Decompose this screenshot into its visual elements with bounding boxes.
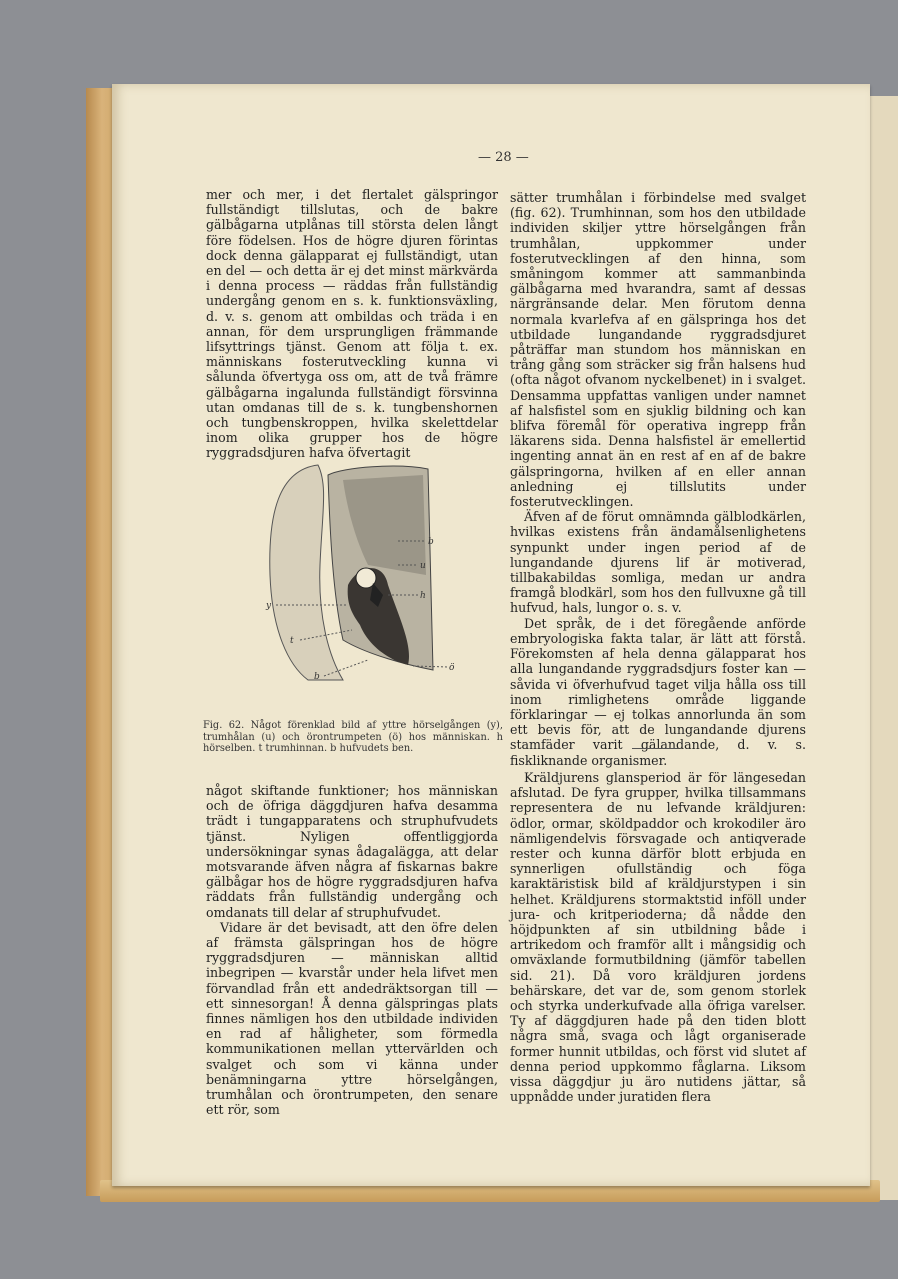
right-column-top xyxy=(510,190,806,768)
right-paragraph-4: Kräldjurens glansperiod är för längesedan afslutad. De fyra grupper, hvilka tillsammans representera de nu lefvande kräldjuren: ödlor, ormar, sköldpaddor och krokodiler äro nämligendelvis försvagade och antiqverade rester och kunna därför blott erbjuda en synnerligen ofullständig och föga karaktäristisk bild af kräldjurstypen i sin helhet. Kräldjurens stormaktstid inföll under jura- och kritperioderna; då nådde den höjdpunkten af sin utbildning både i artrikedom och framför allt i mångsidig och omväxlande formutbildning (jämför tabellen sid. 21). Då voro kräldjuren jordens behärskare, det var de, som genom storlek och styrka underkufvade alla öfriga varelser. Ty af däggdjuren hade på den tiden blott några små, svaga och lågt organiserade former hunnit utbildas, och först vid slutet af denna period uppkommo fåglarna. Liksom vissa däggdjur ju äro nutidens jättar, så uppnådde under juratiden flera xyxy=(510,770,806,1105)
label-u: u xyxy=(420,561,426,571)
left-paragraph-1: mer och mer, i det flertalet gälspringor fullständigt tillslutas, och de bakre gälbågarna utplånas till största delen långt före födelsen. Hos de högre djuren förintas dock denna gälapparat ej fullständigt, utan en del — och detta är ej det minst märkvärda i denna process — räddas från fullständig undergång genom en s. k. funktionsväxling, d. v. s. genom att ombildas och träda i en annan, för dem ursprungligen främmande lifsyttrings tjänst. Genom att följa t. ex. människans fosterutveckling kunna vi sålunda öfvertyga oss om, att de två främre gälbågarna ingalunda fullständigt försvinna utan omdanas till de s. k. tungbenshornen och tungbenskroppen, hvilka skelettdelar inom olika grupper hos de högre ryggradsdjuren hafva öfvertagit xyxy=(206,187,498,461)
right-column-bottom xyxy=(510,770,806,1104)
label-h: h xyxy=(420,591,426,601)
label-b-top: b xyxy=(428,537,434,547)
right-paragraph-2: Äfven af de förut omnämnda gälblodkärlen, hvilkas existens från ändamålsenlighetens synpunkt under ingen period af de lungandande djurens lif är motiverad, tillbakabildas somliga, medan ur andra framgå blodkärl, som hos den fullvuxne gå till hufvud, hals, lungor o. s. v. xyxy=(510,509,806,616)
label-b-bottom: b xyxy=(314,672,320,682)
left-paragraph-2: något skiftande funktioner; hos människan och de öfriga däggdjuren hafva desamma trädt i tungapparatens och struphufvudets tjänst. Nyligen offentliggjorda undersökningar synas ådagalägga, att delar motsvarande äfven några af fiskarnas bakre gälbågar hos de högre ryggradsdjuren hafva räddats från fullständig undergång och omdanats till delar af struphufvudet. xyxy=(206,783,498,920)
page-number: — 28 — xyxy=(478,150,529,165)
label-t: t xyxy=(290,636,294,646)
right-paragraph-3: Det språk, de i det föregående anförde embryologiska fakta talar, är lätt att förstå. Förekomsten af hela denna gälapparat hos alla lungandande ryggradsdjurs foster kan — såvida vi öfverhufvud taget vilja hålla oss till inom rimlighetens område liggande förklaringar — ej tolkas annorlunda än som ett bevis för, att de lungandande djurens stamfäder varit gälandande, d. v. s. fiskliknande organismer. xyxy=(510,615,806,768)
label-y: y xyxy=(266,601,272,611)
left-column-bottom xyxy=(206,783,498,1117)
ear-anatomy-figure xyxy=(248,455,458,690)
left-column-top xyxy=(206,187,498,461)
section-divider xyxy=(632,748,678,749)
figure-caption: Fig. 62. Något förenklad bild af yttre hörselgången (y), trumhålan (u) och örontrumpeten (ö) hos människan. h hörselben. t trumhinnan. b hufvudets ben. xyxy=(203,720,503,754)
right-paragraph-1: sätter trumhålan i förbindelse med svalget (fig. 62). Trumhinnan, som hos den utbildade individen skiljer yttre hörselgången från trumhålan, uppkommer under fosterutvecklingen af den hinna, som småningom kommer att sammanbinda gälbågarna med hvarandra, samt af dessas närgränsande delar. Men förutom denna normala kvarlefva af en gälspringa hos det utbildade lungandande ryggradsdjuret påträffar man stundom hos människan en trång gång som sträcker sig från halsens hud (ofta något ofvanom nyckelbenet) in i svalget. Densamma uppfattas vanligen under namnet af halsfistel som en sjuklig bildning och kan blifva föremål för operativa ingrepp från läkarens sida. Denna halsfistel är emellertid ingenting annat än en rest af en af de bakre gälspringorna, hvilken af en eller annan anledning ej tillslutits under fosterutvecklingen. xyxy=(510,190,806,510)
label-o: ö xyxy=(449,663,455,673)
left-paragraph-3: Vidare är det bevisadt, att den öfre delen af främsta gälspringan hos de högre ryggradsdjuren — människan alltid inbegripen — kvarstår under hela lifvet men förvandlad från ett andedräktsorgan till — ett sinnesorgan! Å denna gälspringas plats finnes nämligen hos den utbildade individen en rad af håligheter, som förmedla kommunikationen mellan yttervärlden och svalget och som vi känna under benämningarna yttre hörselgången, trumhålan och örontrumpeten, den senare ett rör, som xyxy=(206,919,498,1118)
ear-illustration xyxy=(270,465,448,680)
